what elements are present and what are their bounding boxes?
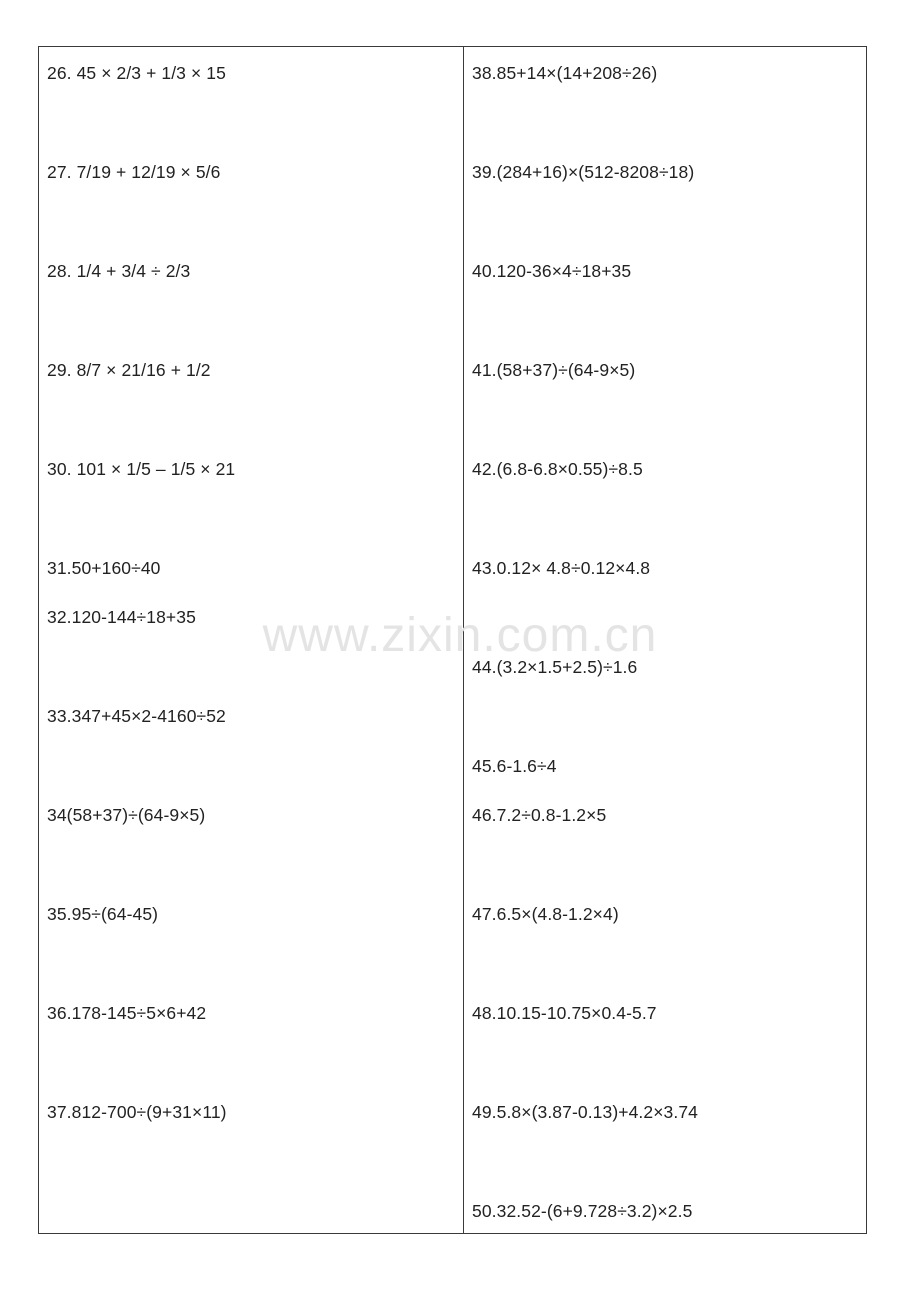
problem-27: 27. 7/19 + 12/19 × 5/6	[47, 162, 221, 182]
problem-38: 38.85+14×(14+208÷26)	[472, 63, 658, 83]
problem-31: 31.50+160÷40	[47, 558, 161, 578]
problem-40: 40.120-36×4÷18+35	[472, 261, 632, 281]
problem-32: 32.120-144÷18+35	[47, 607, 196, 627]
problem-39: 39.(284+16)×(512-8208÷18)	[472, 162, 695, 182]
problem-45: 45.6-1.6÷4	[472, 756, 557, 776]
problem-43: 43.0.12× 4.8÷0.12×4.8	[472, 558, 651, 578]
problem-29: 29. 8/7 × 21/16 + 1/2	[47, 360, 211, 380]
watermark: www.zixin.com.cn	[262, 609, 658, 662]
problem-46: 46.7.2÷0.8-1.2×5	[472, 805, 607, 825]
problem-28: 28. 1/4 + 3/4 ÷ 2/3	[47, 261, 191, 281]
problem-37: 37.812-700÷(9+31×11)	[47, 1102, 227, 1122]
problem-33: 33.347+45×2-4160÷52	[47, 706, 226, 726]
problem-41: 41.(58+37)÷(64-9×5)	[472, 360, 636, 380]
problem-35: 35.95÷(64-45)	[47, 904, 159, 924]
problem-48: 48.10.15-10.75×0.4-5.7	[472, 1003, 657, 1023]
problem-50: 50.32.52-(6+9.728÷3.2)×2.5	[472, 1201, 693, 1221]
problem-47: 47.6.5×(4.8-1.2×4)	[472, 904, 619, 924]
problem-44: 44.(3.2×1.5+2.5)÷1.6	[472, 657, 638, 677]
problem-34: 34(58+37)÷(64-9×5)	[47, 805, 206, 825]
problem-42: 42.(6.8-6.8×0.55)÷8.5	[472, 459, 643, 479]
right-column	[464, 47, 866, 1233]
exercise-table	[38, 46, 867, 1234]
problem-30: 30. 101 × 1/5 – 1/5 × 21	[47, 459, 236, 479]
left-column	[39, 47, 463, 1233]
problem-36: 36.178-145÷5×6+42	[47, 1003, 207, 1023]
problem-49: 49.5.8×(3.87-0.13)+4.2×3.74	[472, 1102, 699, 1122]
problem-26: 26. 45 × 2/3 + 1/3 × 15	[47, 63, 226, 83]
